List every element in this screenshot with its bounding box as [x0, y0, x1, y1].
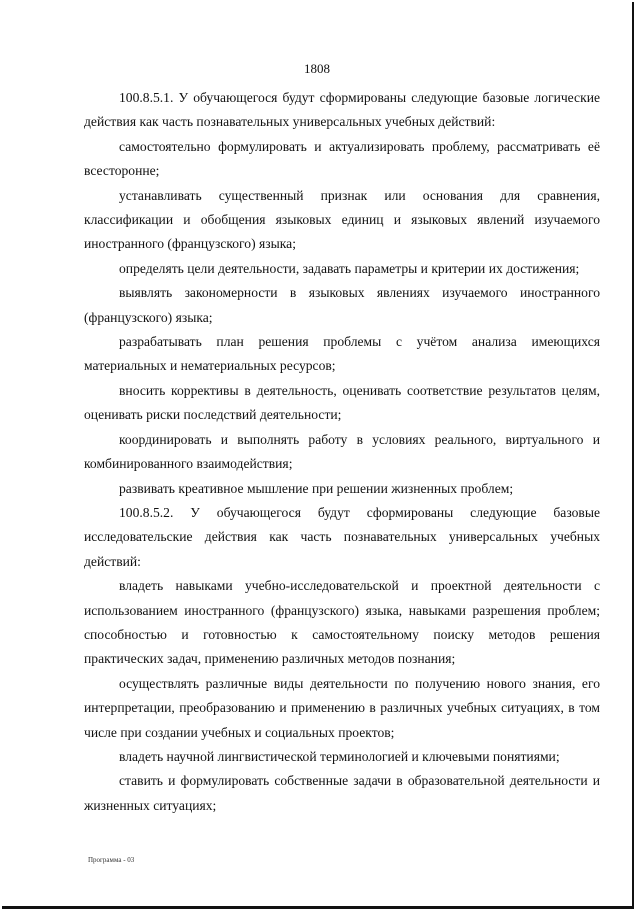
paragraph-coordinate: координировать и выполнять работу в условиях реального, виртуального и комбинированного взаимодействия;: [84, 431, 600, 472]
paragraph-100-8-5-2: 100.8.5.2. У обучающегося будут сформированы следующие базовые исследовательские действия как часть познавательных универсальных учебных действий:: [84, 504, 600, 569]
paragraph-formulate-problem: самостоятельно формулировать и актуализировать проблему, рассматривать её всесторонне;: [84, 138, 600, 179]
paragraph-goals-criteria: определять цели деятельности, задавать параметры и критерии их достижения;: [119, 260, 580, 276]
paragraph-corrections: вносить коррективы в деятельность, оценивать соответствие результатов целям, оценивать риски последствий деятельности;: [84, 382, 600, 423]
paragraph-terminology: владеть научной лингвистической терминологией и ключевыми понятиями;: [119, 748, 560, 764]
paragraph-creative-thinking: развивать креативное мышление при решении жизненных проблем;: [119, 480, 514, 496]
paragraph-own-tasks: ставить и формулировать собственные задачи в образовательной деятельности и жизненных ситуациях;: [84, 773, 600, 813]
footer-program-label: Программа - 03: [88, 856, 135, 864]
paragraph-plan: разрабатывать план решения проблемы с учётом анализа имеющихся материальных и нематериальных ресурсов;: [84, 334, 600, 374]
document-body: [84, 86, 600, 818]
page-number: 1808: [304, 61, 330, 76]
paragraph-100-8-5-1: 100.8.5.1. У обучающегося будут сформированы следующие базовые логические действия как часть познавательных универсальных учебных действий:: [84, 90, 600, 130]
document-page: [2, 2, 634, 909]
paragraph-research-skills: владеть навыками учебно-исследовательской и проектной деятельности с использованием иностранного (французского) языка, навыками разрешения проблем; способностью и готовностью к самостоятельному поиску методов решения практических задач, применению различных методов познания;: [84, 578, 600, 667]
paragraph-patterns: выявлять закономерности в языковых явлениях изучаемого иностранного (французского) языка;: [84, 285, 600, 325]
paragraph-comparison-basis: устанавливать существенный признак или основания для сравнения, классификации и обобщения языковых единиц и языковых явлений изучаемого иностранного (французского) языка;: [84, 187, 600, 252]
paragraph-new-knowledge: осуществлять различные виды деятельности по получению нового знания, его интерпретации, преобразованию и применению в различных учебных ситуациях, в том числе при создании учебных и социальных проектов;: [84, 675, 600, 740]
